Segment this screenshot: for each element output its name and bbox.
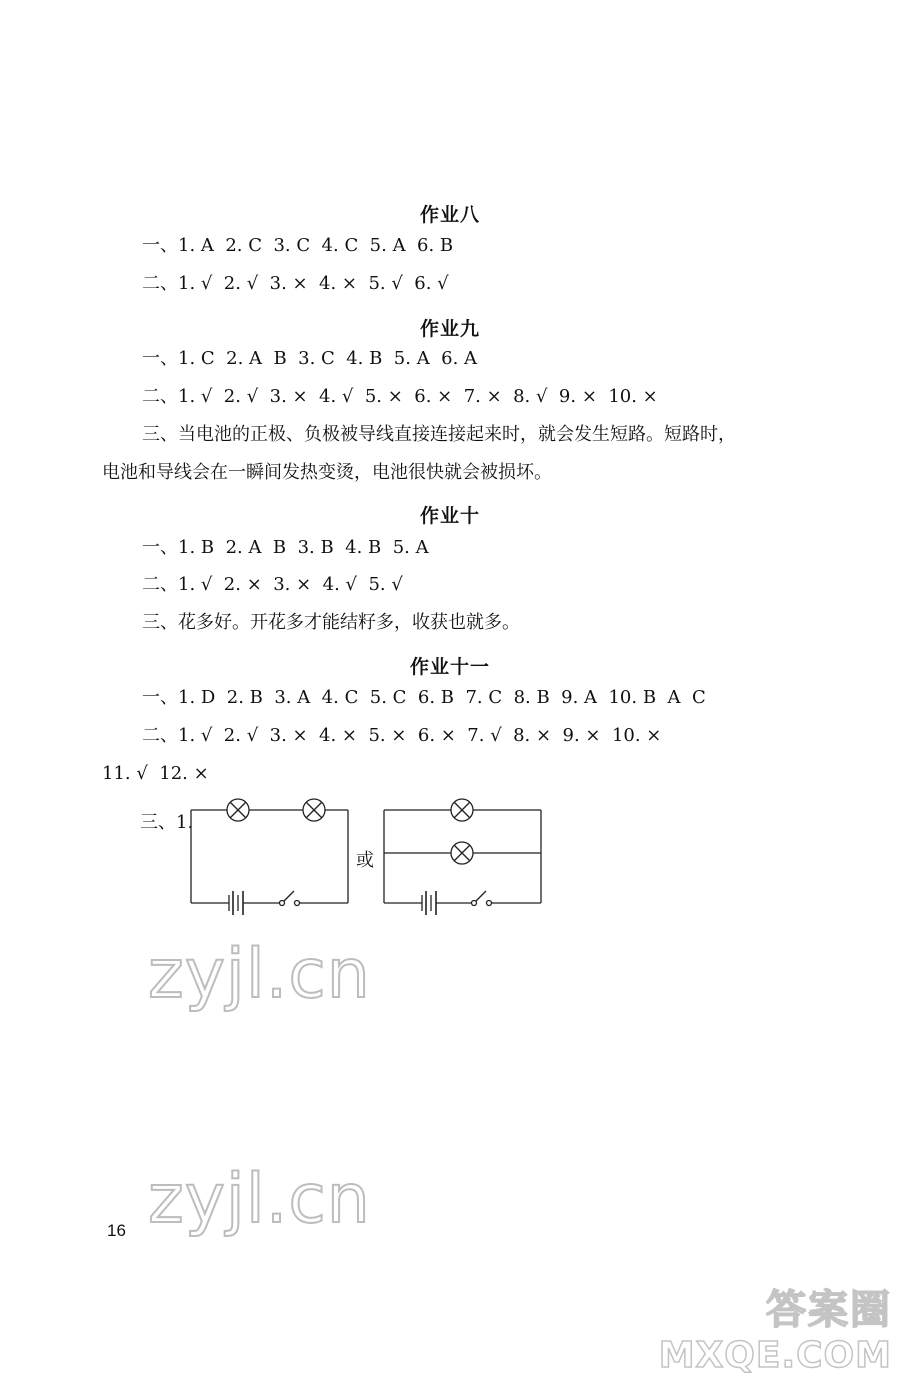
section-title-9: 作业九 (419, 318, 480, 340)
answer-line: 一、1. A 2. C 3. C 4. C 5. A 6. B (142, 235, 454, 256)
or-connector: 或 (356, 850, 374, 871)
watermark: zyjl.cn (148, 1160, 371, 1239)
battery-icon (422, 891, 436, 915)
corner-watermark-domain: MXQE.COM (658, 1335, 892, 1376)
section-title-11: 作业十一 (409, 656, 490, 678)
answer-line: 二、1. √ 2. √ 3. × 4. × 5. √ 6. √ (142, 273, 449, 294)
answer-line: 一、1. B 2. A B 3. B 4. B 5. A (142, 537, 429, 558)
page-number: 16 (107, 1221, 126, 1240)
switch-icon (472, 891, 492, 906)
lamp-icon (451, 842, 473, 864)
parallel-circuit (384, 799, 541, 915)
answer-line: 二、1. √ 2. √ 3. × 4. × 5. × 6. × 7. √ 8. × 9. × 10. × (142, 725, 662, 746)
section-title-10: 作业十 (419, 505, 480, 527)
corner-watermark-logo (659, 1278, 892, 1376)
answer-line: 一、1. D 2. B 3. A 4. C 5. C 6. B 7. C 8. B 9. A 10. B A C (142, 687, 706, 708)
answer-line: 一、1. C 2. A B 3. C 4. B 5. A 6. A (142, 348, 478, 369)
battery-icon (229, 891, 243, 915)
lamp-icon (227, 799, 249, 821)
section-title-8: 作业八 (419, 204, 480, 226)
answer-paragraph-line: 电池和导线会在一瞬间发热变烫，电池很快就会被损坏。 (102, 462, 552, 483)
lamp-icon (303, 799, 325, 821)
answer-line: 二、1. √ 2. √ 3. × 4. √ 5. × 6. × 7. × 8. √ 9. × 10. × (142, 386, 658, 407)
watermark: zyjl.cn (148, 935, 371, 1014)
answer-paragraph-line: 三、花多好。开花多才能结籽多，收获也就多。 (142, 612, 520, 633)
series-circuit (191, 799, 348, 915)
answer-paragraph-line: 三、当电池的正极、负极被导线直接连接起来时，就会发生短路。短路时， (142, 424, 736, 445)
lamp-icon (451, 799, 473, 821)
answer-line: 二、1. √ 2. × 3. × 4. √ 5. √ (142, 574, 403, 595)
circuit-question-label: 三、1. (140, 812, 194, 833)
switch-icon (280, 891, 300, 906)
answer-line: 11. √ 12. × (102, 763, 209, 784)
corner-watermark-text: 答案圈 (766, 1287, 892, 1333)
